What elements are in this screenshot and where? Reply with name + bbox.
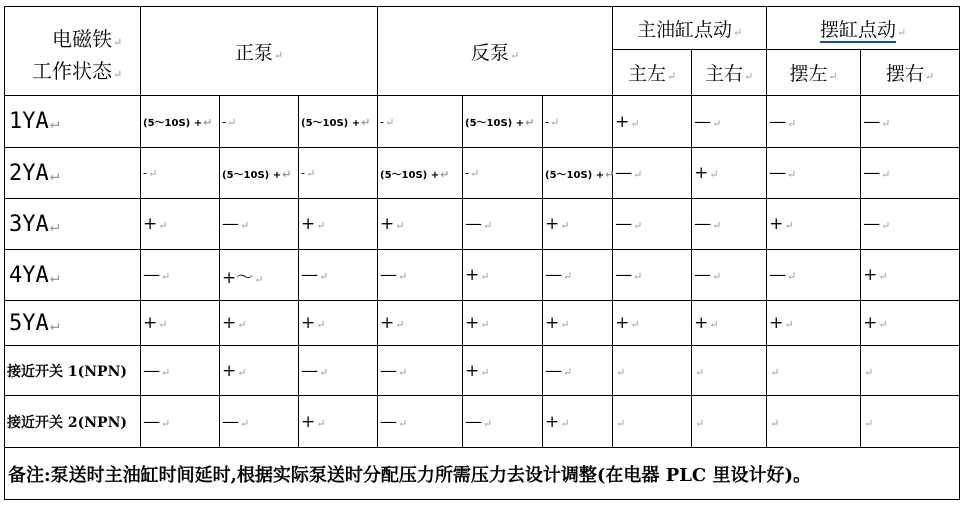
status-cell: +↵ — [299, 396, 378, 448]
header-main-right: 主右↵ — [692, 50, 767, 96]
status-cell: +↵ — [543, 396, 613, 448]
status-cell: +↵ — [463, 301, 543, 346]
status-cell: —↵ — [463, 199, 543, 250]
status-cell: +↵ — [141, 301, 220, 346]
row-label: 1YA↵ — [5, 96, 141, 148]
table-row — [5, 199, 960, 250]
status-cell: -↵ — [543, 96, 613, 148]
status-cell: +↵ — [220, 301, 299, 346]
status-cell: ↵ — [861, 346, 960, 396]
status-cell: +↵ — [463, 346, 543, 396]
status-cell: —↵ — [141, 250, 220, 301]
header-swing-left: 摆左↵ — [767, 50, 861, 96]
status-cell: (5～10S) +↵ — [299, 96, 378, 148]
status-cell: ↵ — [613, 346, 692, 396]
status-cell: +↵ — [613, 96, 692, 148]
status-cell: —↵ — [613, 250, 692, 301]
status-cell: ↵ — [613, 396, 692, 448]
table-row — [5, 346, 960, 396]
table-row — [5, 96, 960, 148]
status-cell: —↵ — [861, 148, 960, 199]
status-cell: +↵ — [299, 301, 378, 346]
status-cell: +～↵ — [220, 250, 299, 301]
corner-header: 电磁铁↵ 工作状态↵ — [5, 7, 141, 96]
status-cell: —↵ — [543, 250, 613, 301]
status-cell: +↵ — [378, 301, 463, 346]
header-reverse-pump: 反泵↵ — [378, 7, 613, 96]
status-cell: +↵ — [692, 148, 767, 199]
table-row — [5, 396, 960, 448]
corner-label-line1: 电磁铁 — [52, 27, 112, 51]
note-text: 备注:泵送时主油缸时间延时,根据实际泵送时分配压力所需压力去设计调整(在电器 PLC 里设计好)。 — [5, 448, 960, 500]
status-cell: —↵ — [220, 396, 299, 448]
status-cell: +↵ — [861, 250, 960, 301]
status-cell: —↵ — [767, 250, 861, 301]
header-swing-cylinder-jog: 摆缸点动↵ — [767, 7, 960, 50]
header-main-left: 主左↵ — [613, 50, 692, 96]
status-cell: -↵ — [141, 148, 220, 199]
status-cell: —↵ — [613, 148, 692, 199]
status-cell: +↵ — [543, 301, 613, 346]
status-cell: —↵ — [378, 346, 463, 396]
status-cell: —↵ — [378, 250, 463, 301]
row-label: 5YA↵ — [5, 301, 141, 346]
status-cell: ↵ — [861, 396, 960, 448]
status-cell: -↵ — [299, 148, 378, 199]
status-cell: (5～10S) +↵ — [463, 96, 543, 148]
status-cell: +↵ — [692, 301, 767, 346]
status-cell: —↵ — [299, 346, 378, 396]
status-cell: +↵ — [543, 199, 613, 250]
status-cell: —↵ — [141, 396, 220, 448]
solenoid-status-table — [4, 6, 960, 500]
status-cell: (5～10S) +↵ — [378, 148, 463, 199]
status-cell: —↵ — [861, 96, 960, 148]
status-cell: +↵ — [767, 301, 861, 346]
row-label: 2YA↵ — [5, 148, 141, 199]
status-cell: —↵ — [692, 96, 767, 148]
header-swing-right: 摆右↵ — [861, 50, 960, 96]
row-label: 3YA↵ — [5, 199, 141, 250]
status-cell: (5～10S) +↵ — [543, 148, 613, 199]
status-cell: (5～10S) +↵ — [141, 96, 220, 148]
row-label: 接近开关 2(NPN) — [5, 396, 141, 448]
status-cell: —↵ — [543, 346, 613, 396]
status-cell: —↵ — [463, 396, 543, 448]
status-cell: (5～10S) +↵ — [220, 148, 299, 199]
row-label: 4YA↵ — [5, 250, 141, 301]
status-cell: —↵ — [378, 396, 463, 448]
status-cell: +↵ — [613, 301, 692, 346]
status-cell: —↵ — [692, 199, 767, 250]
status-cell: ↵ — [692, 346, 767, 396]
status-cell: —↵ — [692, 250, 767, 301]
status-cell: +↵ — [141, 199, 220, 250]
status-cell: —↵ — [861, 199, 960, 250]
status-cell: -↵ — [463, 148, 543, 199]
status-cell: —↵ — [220, 199, 299, 250]
status-cell: -↵ — [378, 96, 463, 148]
status-cell: ↵ — [767, 396, 861, 448]
status-cell: +↵ — [299, 199, 378, 250]
status-cell: +↵ — [220, 346, 299, 396]
status-cell: ↵ — [767, 346, 861, 396]
status-cell: —↵ — [141, 346, 220, 396]
table-row — [5, 250, 960, 301]
status-cell: +↵ — [861, 301, 960, 346]
status-cell: +↵ — [767, 199, 861, 250]
table-row — [5, 148, 960, 199]
header-forward-pump: 正泵↵ — [141, 7, 378, 96]
status-cell: +↵ — [463, 250, 543, 301]
status-cell: +↵ — [378, 199, 463, 250]
status-cell: ↵ — [692, 396, 767, 448]
status-cell: —↵ — [613, 199, 692, 250]
status-cell: —↵ — [767, 96, 861, 148]
status-cell: —↵ — [767, 148, 861, 199]
corner-label-line2: 工作状态 — [32, 59, 112, 83]
status-cell: -↵ — [220, 96, 299, 148]
status-cell: —↵ — [299, 250, 378, 301]
row-label: 接近开关 1(NPN) — [5, 346, 141, 396]
table-row — [5, 301, 960, 346]
header-main-cylinder-jog: 主油缸点动↵ — [613, 7, 767, 50]
